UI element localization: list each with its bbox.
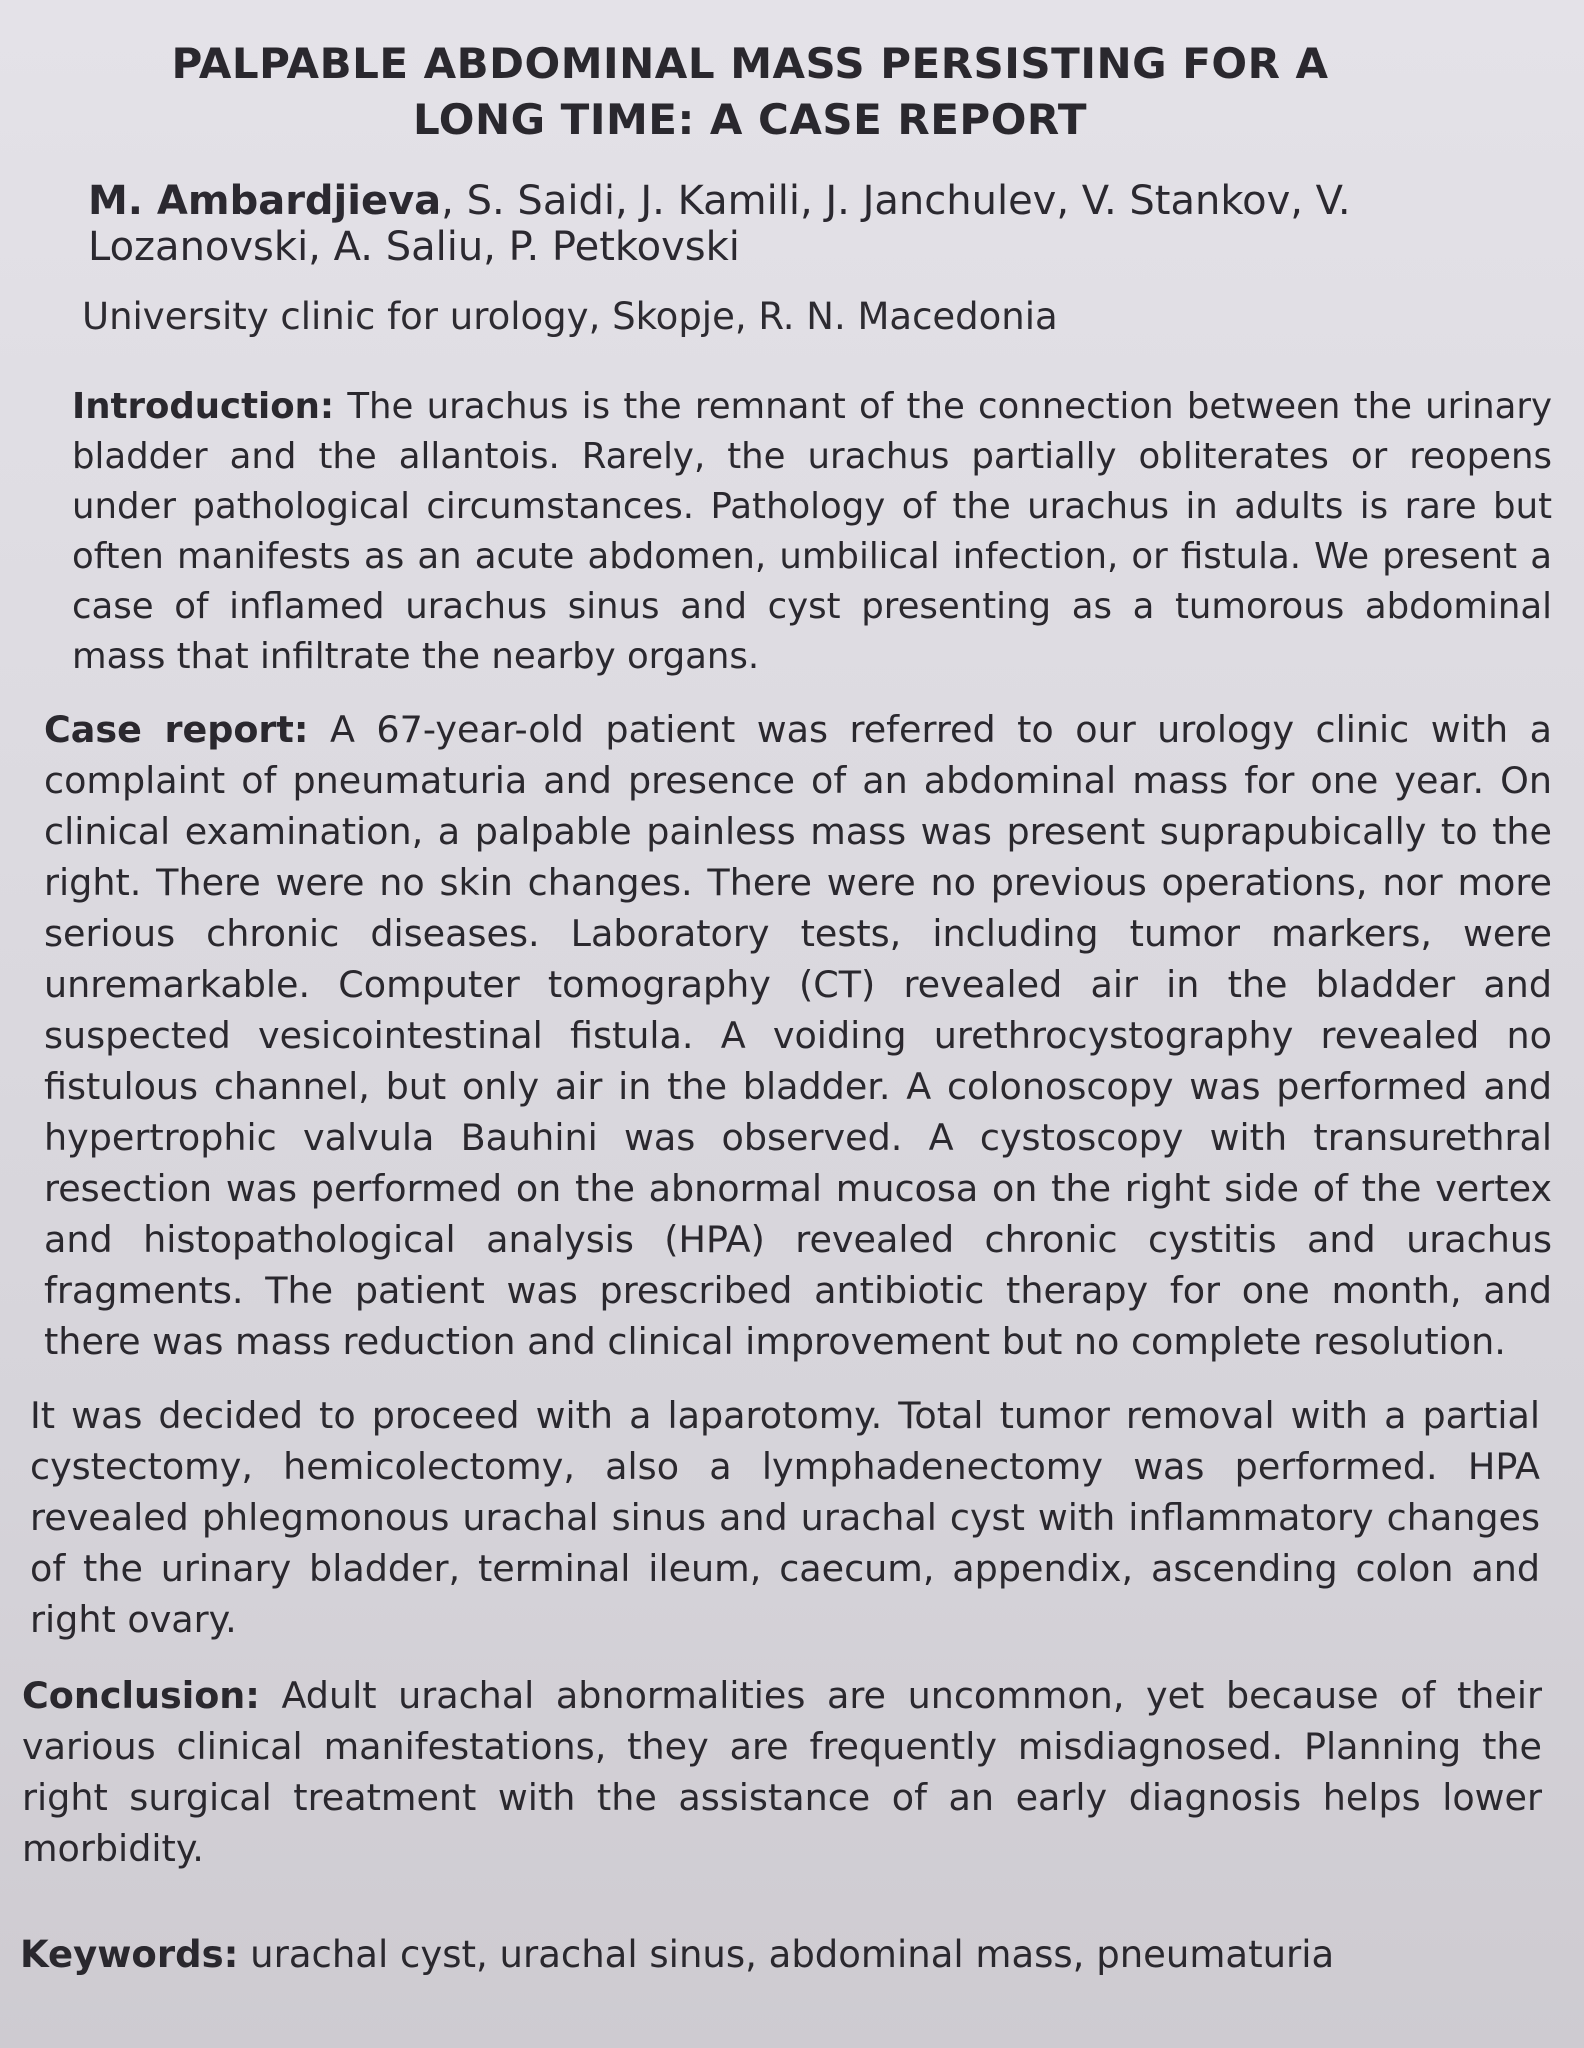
lead-author: M. Ambardjieva xyxy=(88,178,442,224)
keywords-text: urachal cyst, urachal sinus, abdominal mass, pneumaturia xyxy=(238,1933,1335,1976)
case-report-continuation-paragraph xyxy=(30,1390,1540,1645)
case-report-label: Case report: xyxy=(44,708,309,751)
introduction-text: The urachus is the remnant of the connection between the urinary bladder and the allantois. Rarely, the urachus partially obliterates or reopens under pathological circumstances. Pathology of the urachus in adults is rare but often manifests as an acute abdomen, umbilical infection, or fistula. We present a case of inflamed urachus sinus and cyst presenting as a tumorous abdominal mass that infiltrate the nearby organs. xyxy=(72,386,1552,677)
keywords-line xyxy=(20,1930,1540,1980)
conclusion-label: Conclusion: xyxy=(22,1674,260,1717)
case-report-text: A 67-year-old patient was referred to our urology clinic with a complaint of pneumaturia and presence of an abdominal mass for one year. On clinical examination, a palpable painless mass was present suprapubically to the right. There were no skin changes. There were no previous operations, nor more serious chronic diseases. Laboratory tests, including tumor markers, were unremarkable. Computer tomography (CT) revealed air in the bladder and suspected vesicointestinal fistula. A voiding urethrocystography revealed no fistulous channel, but only air in the bladder. A colonoscopy was performed and hypertrophic valvula Bauhini was observed. A cystoscopy with transurethral resection was performed on the abnormal mucosa on the right side of the vertex and histopathological analysis (HPA) revealed chronic cystitis and urachus fragments. The patient was prescribed antibiotic therapy for one month, and there was mass reduction and clinical improvement but no complete resolution. xyxy=(44,708,1552,1363)
introduction-paragraph xyxy=(72,382,1552,682)
case-report-paragraph xyxy=(44,704,1552,1367)
affiliation: University clinic for urology, Skopje, R. N. Macedonia xyxy=(82,295,1058,338)
introduction-label: Introduction: xyxy=(72,386,335,427)
author-list xyxy=(88,178,1388,270)
case-report-continuation-text: It was decided to proceed with a laparotomy. Total tumor removal with a partial cystectomy, hemicolectomy, also a lymphadenectomy was performed. HPA revealed phlegmonous urachal sinus and urachal cyst with inflammatory changes of the urinary bladder, terminal ileum, caecum, appendix, ascending colon and right ovary. xyxy=(30,1394,1540,1641)
conclusion-paragraph xyxy=(22,1670,1542,1874)
keywords-label: Keywords: xyxy=(20,1933,239,1976)
co-authors: , S. Saidi, J. Kamili, J. Janchulev, V. Stankov, V. Lozanovski, A. Saliu, P. Petkovski xyxy=(88,178,1351,270)
page-title: PALPABLE ABDOMINAL MASS PERSISTING FOR A LONG TIME: A CASE REPORT xyxy=(171,39,1329,144)
conclusion-text: Adult urachal abnormalities are uncommon, yet because of their various clinical manifestations, they are frequently misdiagnosed. Planning the right surgical treatment with the assistance of an early diagnosis helps lower morbidity. xyxy=(22,1674,1542,1870)
